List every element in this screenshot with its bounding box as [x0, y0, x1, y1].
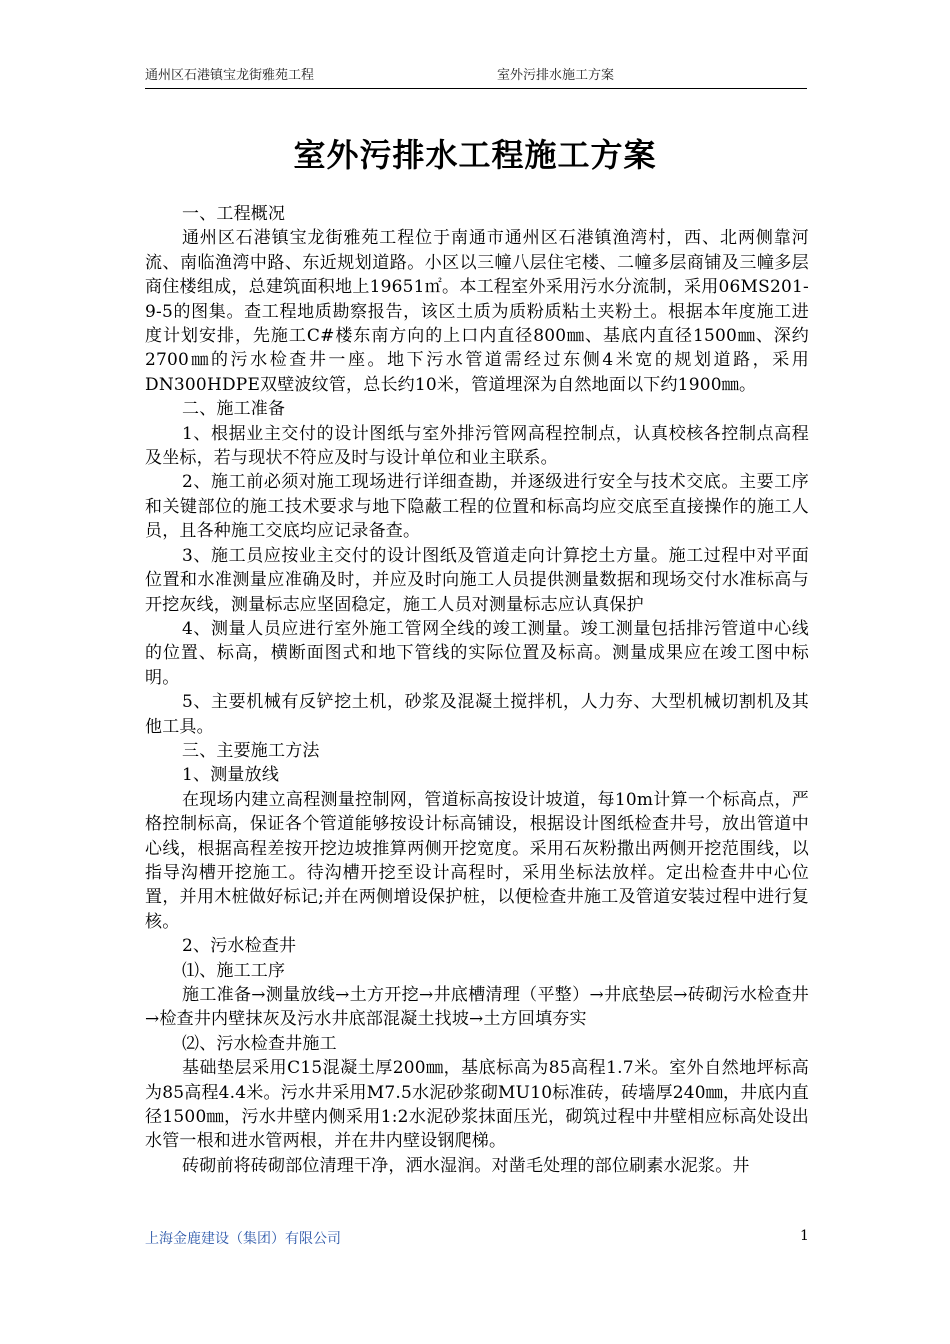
- section-heading-overview: 一、工程概况: [182, 204, 286, 224]
- section-heading-preparation: 二、施工准备: [182, 399, 286, 420]
- document-body: [145, 202, 809, 1178]
- paragraph-overview: 通州区石港镇宝龙街雅苑工程位于南通市通州区石港镇渔湾村，西、北两侧靠河流、南临渔湾中路、东近规划道路。小区以三幢八层住宅楼、二幢多层商铺及三幢多层商住楼组成，总建筑面积地上19651㎡。本工程室外采用污水分流制，采用06MS201-9-5的图集。查工程地质勘察报告，该区土质为质粉质粘土夹粉土。根据本年度施工进度计划安排，先施工C#楼东南方向的上口内直径800㎜、基底内直径1500㎜、深约2700㎜的污水检查井一座。地下污水管道需经过东侧4米宽的规划道路，采用DN300HDPE双壁波纹管，总长约10米，管道埋深为自然地面以下约1900㎜。: [145, 228, 809, 395]
- paragraph-prep-3: 3、施工员应按业主交付的设计图纸及管道走向计算挖土方量。施工过程中对平面位置和水准测量应准确及时，并应及时向施工人员提供测量数据和现场交付水准标高与开挖灰线，测量标志应坚固稳定，施工人员对测量标志应认真保护: [145, 545, 809, 615]
- subheading-survey: 1、测量放线: [182, 765, 280, 786]
- section-heading-methods: 三、主要施工方法: [182, 740, 320, 761]
- header-divider: [145, 88, 807, 89]
- paragraph-prep-1: 1、根据业主交付的设计图纸与室外排污管网高程控制点，认真校核各控制点高程及坐标，若与现状不符应及时与设计单位和业主联系。: [145, 423, 809, 469]
- paragraph-prep-4: 4、测量人员应进行室外施工管网全线的竣工测量。竣工测量包括排污管道中心线的位置、标高，横断面图式和地下管线的实际位置及标高。测量成果应在竣工图中标明。: [145, 618, 809, 688]
- page-title: 室外污排水工程施工方案: [293, 136, 657, 174]
- paragraph-manhole-construction: 基础垫层采用C15混凝土厚200㎜，基底标高为85高程1.7米。室外自然地坪标高为85高程4.4米。污水井采用M7.5水泥砂浆砌MU10标准砖，砖墙厚240㎜，井底内直径1500㎜，污水井壁内侧采用1:2水泥砂浆抹面压光，砌筑过程中井壁相应标高处设出水管一根和进水管两根，并在井内壁设钢爬梯。: [145, 1058, 809, 1152]
- paragraph-procedure: 施工准备→测量放线→土方开挖→井底槽清理（平整）→井底垫层→砖砌污水检查井→检查井内壁抹灰及污水井底部混凝土找坡→土方回填夯实: [145, 985, 809, 1030]
- subheading-manhole: 2、污水检查井: [182, 936, 297, 957]
- page-number: 1: [800, 1228, 809, 1244]
- paragraph-survey: 在现场内建立高程测量控制网，管道标高按设计坡道，每10m计算一个标高点，严格控制标高，保证各个管道能够按设计标高铺设，根据设计图纸检查井号，放出管道中心线，根据高程差按开挖边坡推算两侧开挖宽度。采用石灰粉撒出两侧开挖范围线，以指导沟槽开挖施工。待沟槽开挖至设计高程时，采用坐标法放样。定出检查井中心位置，并用木桩做好标记;并在两侧增设保护桩，以便检查井施工及管道安装过程中进行复核。: [145, 789, 809, 932]
- paragraph-prep-5: 5、主要机械有反铲挖土机，砂浆及混凝土搅拌机，人力夯、大型机械切割机及其他工具。: [145, 692, 809, 737]
- header-project-name: 通州区石港镇宝龙街雅苑工程: [145, 68, 315, 83]
- footer-company: 上海金鹿建设（集团）有限公司: [145, 1231, 341, 1247]
- paragraph-masonry: 砖砌前将砖砌部位清理干净，洒水湿润。对凿毛处理的部位刷素水泥浆。井: [182, 1155, 750, 1176]
- subheading-manhole-construction: ⑵、污水检查井施工: [182, 1033, 337, 1054]
- subheading-procedure: ⑴、施工工序: [182, 960, 286, 981]
- paragraph-prep-2: 2、施工前必须对施工现场进行详细查勘，并逐级进行安全与技术交底。主要工序和关键部位的施工技术要求与地下隐蔽工程的位置和标高均应交底至直接操作的施工人员，且各种施工交底均应记录备查。: [145, 472, 809, 542]
- header-document-name: 室外污排水施工方案: [497, 68, 615, 83]
